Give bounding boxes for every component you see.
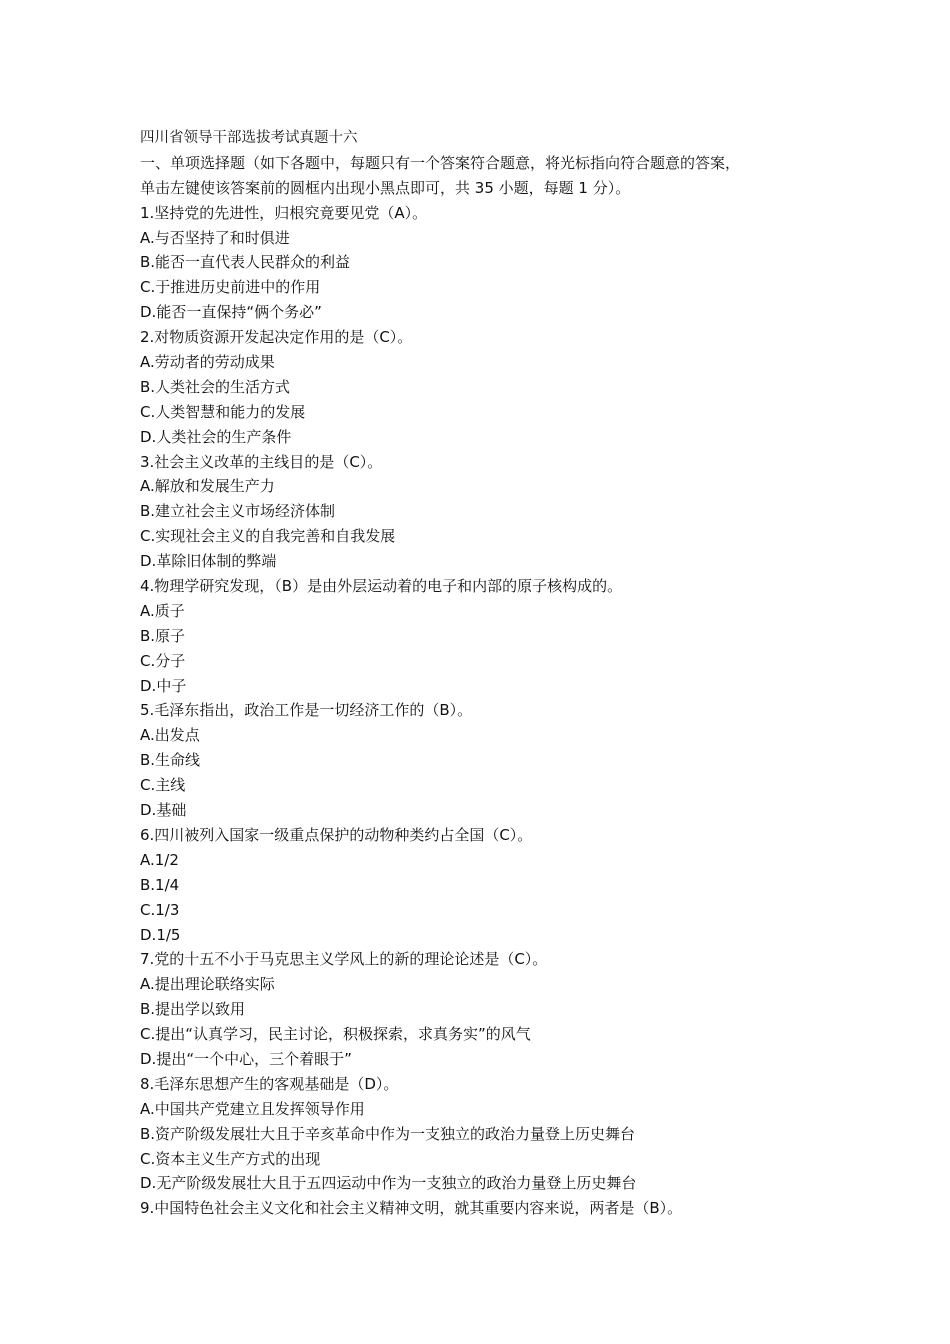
answer-option: D.基础 <box>140 801 187 820</box>
answer-option: D.能否一直保持“俩个务必” <box>140 303 322 322</box>
answer-option: A.1/2 <box>140 850 179 869</box>
question-text: 5.毛泽东指出，政治工作是一切经济工作的（B）。 <box>140 701 473 720</box>
answer-option: A.中国共产党建立且发挥领导作用 <box>140 1099 365 1118</box>
answer-option: D.无产阶级发展壮大且于五四运动中作为一支独立的政治力量登上历史舞台 <box>140 1174 637 1193</box>
answer-option: C.主线 <box>140 776 186 795</box>
answer-option: A.质子 <box>140 601 185 620</box>
answer-option: B.能否一直代表人民群众的利益 <box>140 253 351 272</box>
question-list <box>140 201 840 1222</box>
answer-option: C.于推进历史前进中的作用 <box>140 278 321 297</box>
answer-option: C.分子 <box>140 651 186 670</box>
answer-option: A.出发点 <box>140 726 200 745</box>
answer-option: D.革除旧体制的弊端 <box>140 552 277 571</box>
section-heading-line-1: 一、单项选择题（如下各题中，每题只有一个答案符合题意，将光标指向符合题意的答案， <box>140 153 741 172</box>
answer-option: D.中子 <box>140 676 187 695</box>
answer-option: A.提出理论联络实际 <box>140 975 275 994</box>
answer-option: B.资产阶级发展壮大且于辛亥革命中作为一支独立的政治力量登上历史舞台 <box>140 1124 636 1143</box>
question-text: 6.四川被列入国家一级重点保护的动物种类约占全国（C）。 <box>140 825 533 844</box>
question-text: 1.坚持党的先进性，归根究竟要见党（A）。 <box>140 203 428 222</box>
answer-option: C.人类智慧和能力的发展 <box>140 402 306 421</box>
answer-option: A.解放和发展生产力 <box>140 477 275 496</box>
section-heading-line-2: 单击左键使该答案前的圆框内出现小黑点即可，共 35 小题，每题 1 分）。 <box>140 178 631 197</box>
answer-option: B.提出学以致用 <box>140 1000 246 1019</box>
answer-option: D.提出“一个中心，三个着眼于” <box>140 1049 352 1068</box>
answer-option: B.1/4 <box>140 875 180 894</box>
document-title: 四川省领导干部选拔考试真题十六 <box>140 130 358 146</box>
answer-option: B.生命线 <box>140 751 201 770</box>
answer-option: C.提出“认真学习，民主讨论，积极探索，求真务实”的风气 <box>140 1025 531 1044</box>
question-text: 7.党的十五不小于马克思主义学风上的新的理论论述是（C）。 <box>140 950 548 969</box>
answer-option: D.人类社会的生产条件 <box>140 427 292 446</box>
answer-option: D.1/5 <box>140 925 181 944</box>
answer-option: B.原子 <box>140 626 186 645</box>
question-text: 9.中国特色社会主义文化和社会主义精神文明，就其重要内容来说，两者是（B）。 <box>140 1199 683 1218</box>
answer-option: C.1/3 <box>140 900 180 919</box>
document-content <box>140 126 840 1221</box>
answer-option: B.人类社会的生活方式 <box>140 377 291 396</box>
answer-option: C.资本主义生产方式的出现 <box>140 1149 321 1168</box>
answer-option: A.与否坚持了和时俱进 <box>140 228 290 247</box>
question-text: 2.对物质资源开发起决定作用的是（C）。 <box>140 328 413 347</box>
question-text: 8.毛泽东思想产生的客观基础是（D）。 <box>140 1074 399 1093</box>
answer-option: C.实现社会主义的自我完善和自我发展 <box>140 527 396 546</box>
answer-option: A.劳动者的劳动成果 <box>140 353 275 372</box>
question-text: 4.物理学研究发现，（B）是由外层运动着的电子和内部的原子核构成的。 <box>140 577 623 596</box>
answer-option: B.建立社会主义市场经济体制 <box>140 502 336 521</box>
question-text: 3.社会主义改革的主线目的是（C）。 <box>140 452 383 471</box>
